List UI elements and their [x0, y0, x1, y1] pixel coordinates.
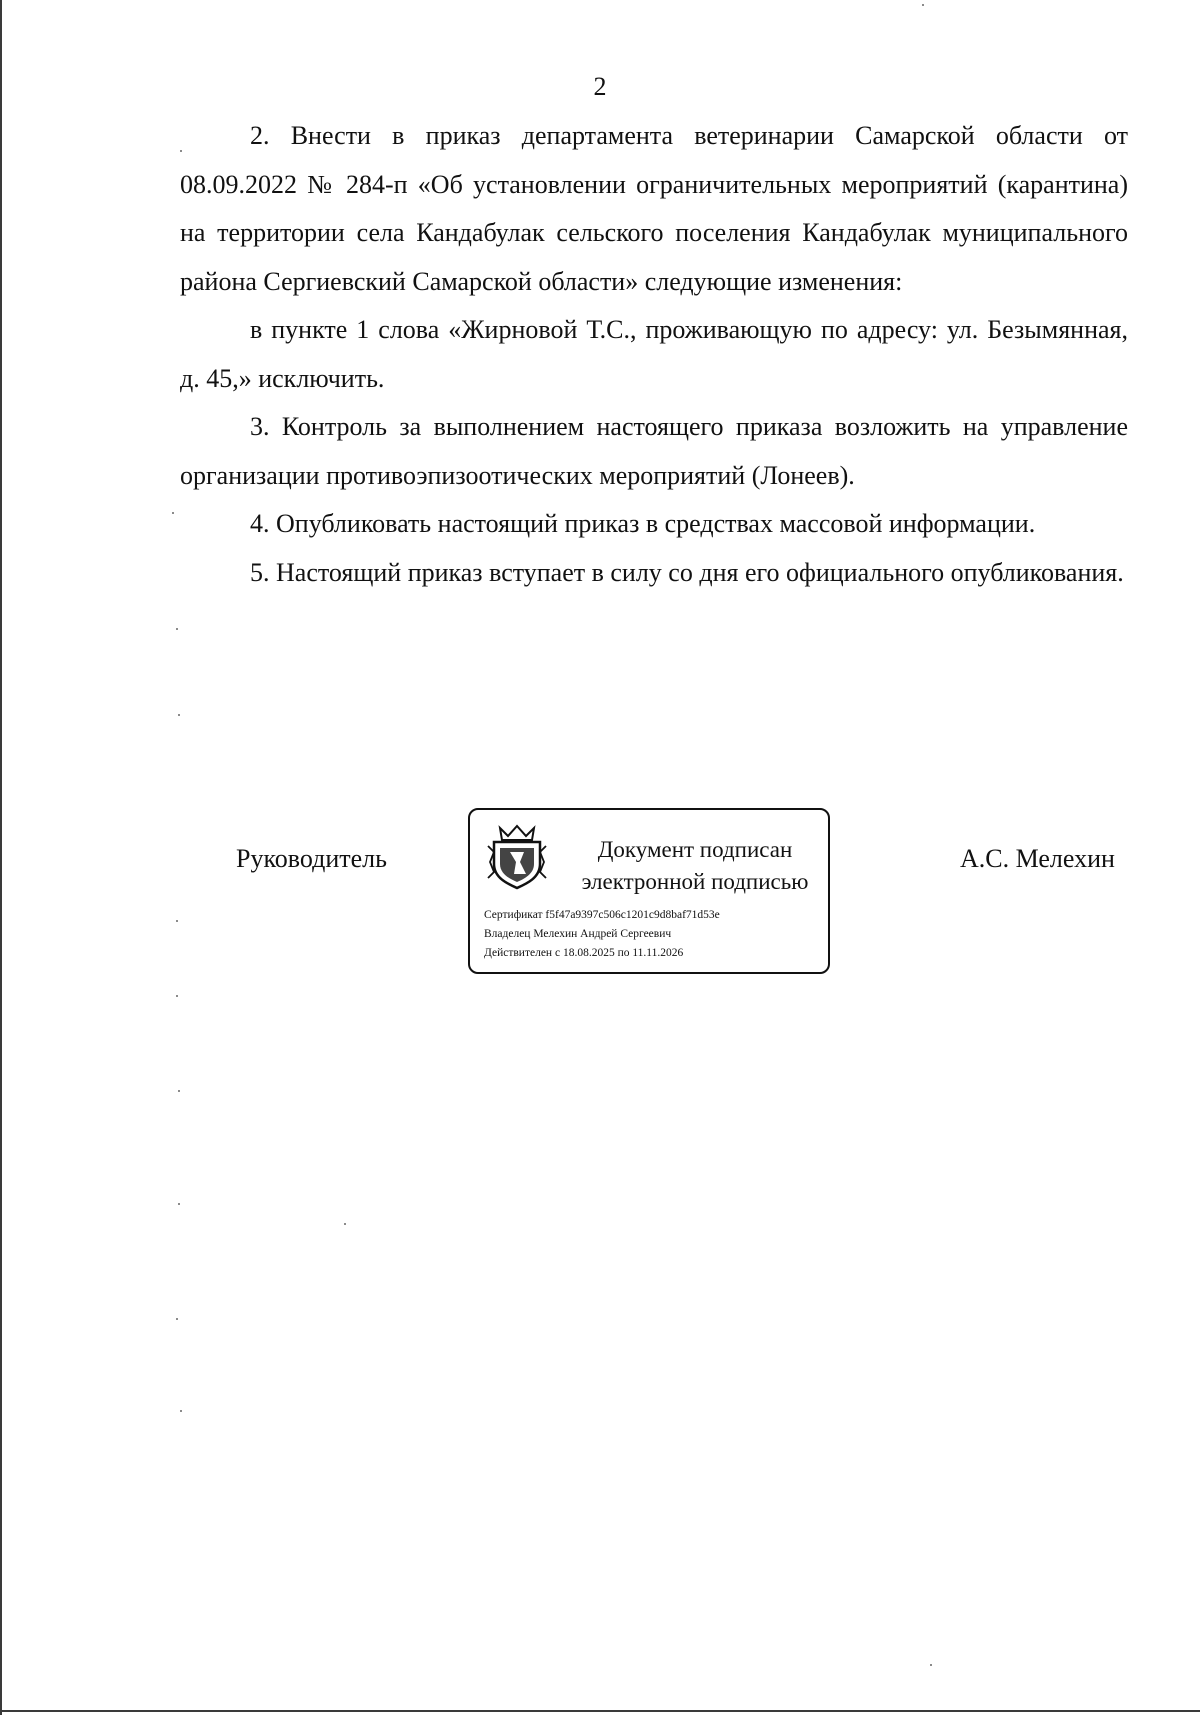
scan-speck: [180, 1410, 182, 1412]
scan-speck: [930, 1664, 932, 1666]
paragraph-item-4: 4. Опубликовать настоящий приказ в средствах массовой информации.: [250, 509, 1036, 538]
scan-speck: [178, 1090, 180, 1092]
document-body: [180, 112, 1128, 597]
stamp-validity: Действителен с 18.08.2025 по 11.11.2026: [484, 947, 684, 959]
scan-speck: [176, 1318, 178, 1320]
stamp-title-line-1: Документ подписан: [597, 837, 793, 862]
stamp-owner: Владелец Мелехин Андрей Сергеевич: [484, 928, 672, 940]
paragraph-item-2: 2. Внести в приказ департамента ветеринарии Самарской области от 08.09.2022 № 284-п «Об установлении ограничительных мероприятий (карантина) на территории села Кандабулак сельского поселения Кандабулак муниципального района Сергиевский Самарской области» следующие изменения:: [180, 121, 1128, 296]
stamp-title: [570, 834, 820, 898]
samara-coat-of-arms-icon: [486, 822, 548, 890]
scan-speck: [176, 920, 178, 922]
scan-speck: [178, 1203, 180, 1205]
paragraph-item-3: 3. Контроль за выполнением настоящего приказа возложить на управление организации противоэпизоотических мероприятий (Лонеев).: [180, 412, 1128, 490]
electronic-signature-stamp: [468, 808, 830, 974]
scan-speck: [344, 1223, 346, 1225]
scan-speck: [922, 4, 924, 6]
scan-speck: [172, 512, 174, 514]
scan-speck: [176, 628, 178, 630]
stamp-certificate: Сертификат f5f47a9397c506c1201c9d8baf71d53e: [484, 909, 720, 921]
scan-speck: [178, 714, 180, 716]
page-number: 2: [593, 72, 607, 101]
scan-bottom-edge: [0, 1710, 1200, 1712]
scan-speck: [176, 995, 178, 997]
signer-name: А.С. Мелехин: [960, 844, 1115, 873]
paragraph-item-5: 5. Настоящий приказ вступает в силу со дня его официального опубликования.: [250, 557, 1124, 587]
scan-speck: [180, 150, 182, 152]
paragraph-subitem-1: в пункте 1 слова «Жирновой Т.С., проживающую по адресу: ул. Безымянная, д. 45,» исключить.: [180, 315, 1128, 393]
stamp-details: [484, 906, 824, 963]
signer-position: Руководитель: [236, 844, 387, 873]
scan-left-edge: [0, 0, 2, 1715]
stamp-title-line-2: электронной подписью: [581, 869, 809, 894]
